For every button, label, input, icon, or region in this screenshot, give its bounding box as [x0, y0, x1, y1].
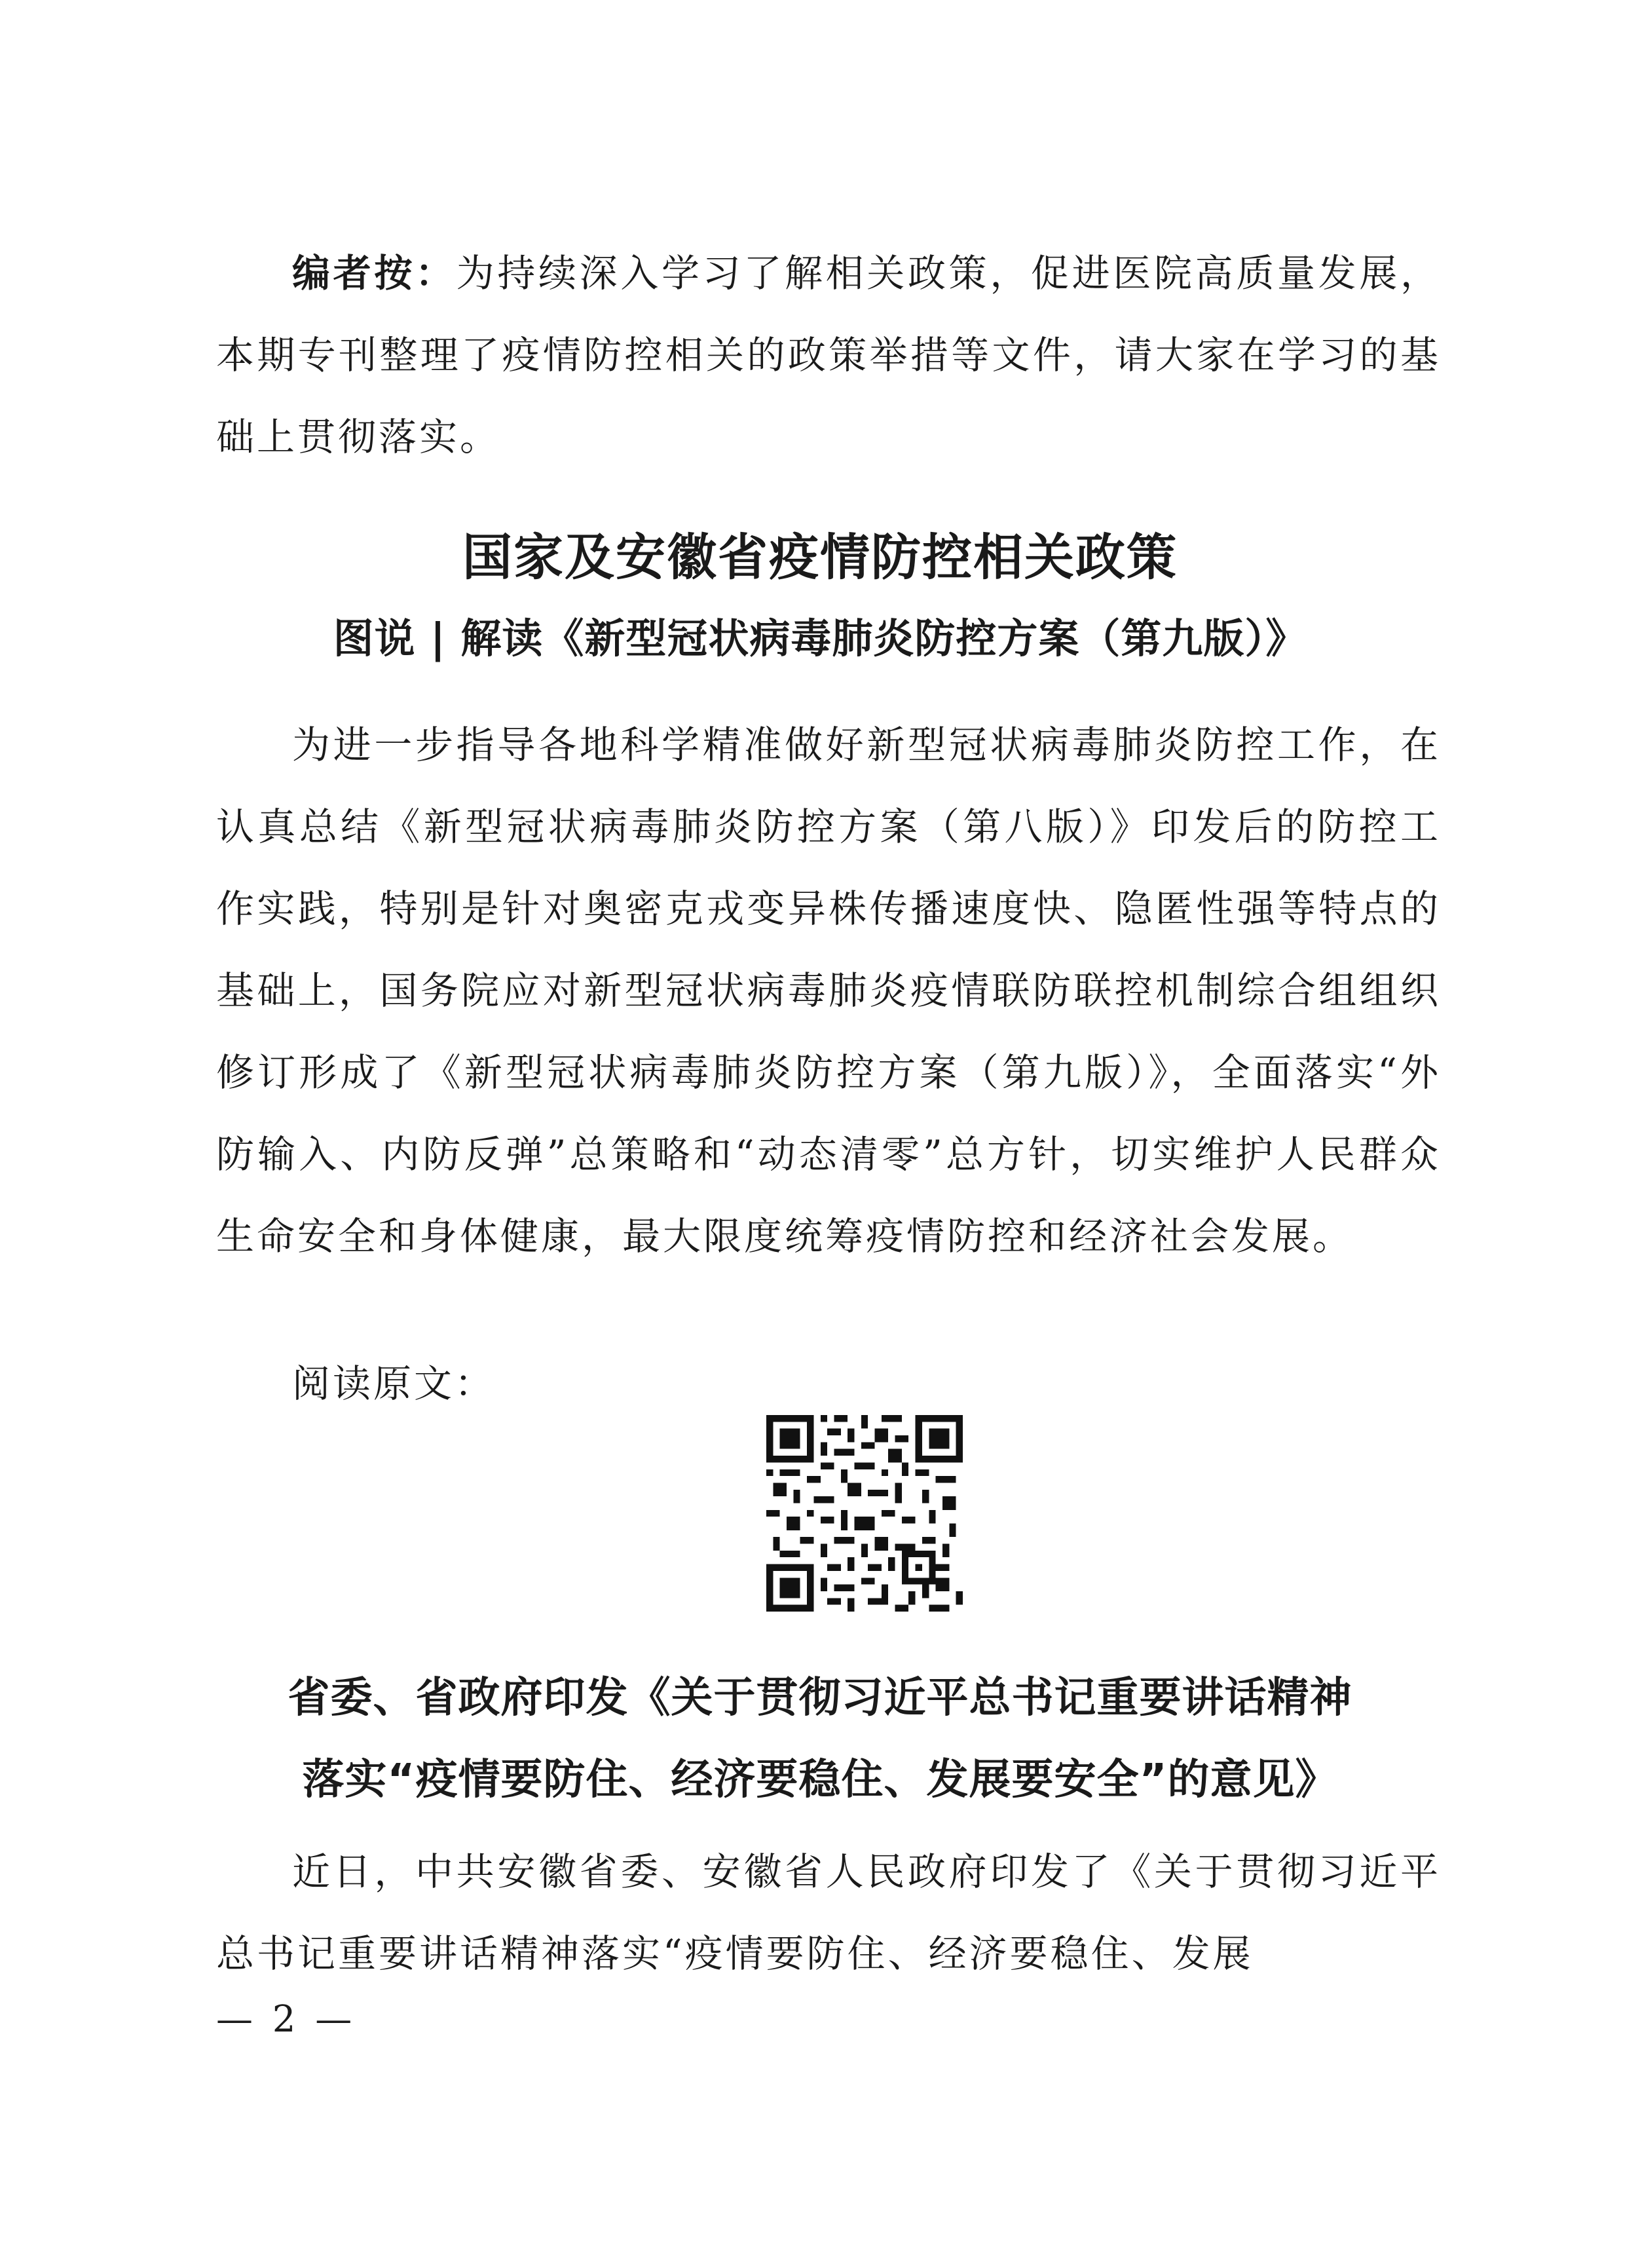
section1-title: 国家及安徽省疫情防控相关政策: [462, 528, 1178, 586]
editor-note-text: 为持续深入学习了解相关政策，促进医院高质量发展，本期专刊整理了疫情防控相关的政策举措等文件，请大家在学习的基础上贯彻落实。: [216, 251, 1441, 459]
section1-subtitle: 图说 | 解读《新型冠状病毒肺炎防控方案（第九版）》: [333, 614, 1307, 662]
section2-title-line2: 落实“疫情要防住、经济要稳住、发展要安全”的意见》: [302, 1756, 1338, 1804]
read-original-label: 阅读原文：: [292, 1361, 496, 1406]
editor-note: [216, 233, 1441, 478]
page-number: — 2 —: [216, 1998, 356, 2041]
section2-body: 近日，中共安徽省委、安徽省人民政府印发了《关于贯彻习近平总书记重要讲话精神落实“疫情要防住、经济要稳住、发展: [216, 1849, 1441, 1976]
section2-title-line1: 省委、省政府印发《关于贯彻习近平总书记重要讲话精神: [288, 1674, 1352, 1722]
section1-body: 为进一步指导各地科学精准做好新型冠状病毒肺炎防控工作，在认真总结《新型冠状病毒肺炎防控方案（第八版）》印发后的防控工作实践，特别是针对奥密克戎变异株传播速度快、隐匿性强等特点的基础上，国务院应对新型冠状病毒肺炎疫情联防联控机制综合组组织修订形成了《新型冠状病毒肺炎防控方案（第九版）》，全面落实“外防输入、内防反弹”总策略和“动态清零”总方针，切实维护人民群众生命安全和身体健康，最大限度统筹疫情防控和经济社会发展。: [216, 723, 1441, 1258]
qr-code[interactable]: [766, 1415, 963, 1612]
editor-note-label: 编者按：: [292, 251, 457, 295]
qr-code-image: [766, 1415, 963, 1612]
